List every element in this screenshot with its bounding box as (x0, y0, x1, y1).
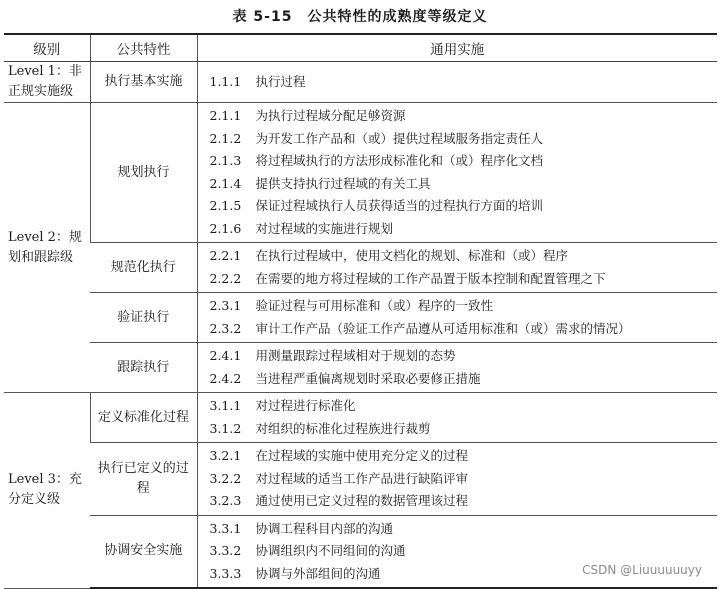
practice-id: 2.1.5 (209, 198, 242, 213)
practice-text: 在执行过程域中，使用文档化的规划、标准和（或）程序 (255, 248, 569, 263)
practice-id: 2.1.1 (209, 108, 242, 123)
practice-text: 提供支持执行过程域的有关工具 (255, 175, 431, 191)
practices-cell (197, 515, 717, 588)
practice-item (210, 173, 710, 196)
header-level: 级别 (4, 34, 90, 62)
table-row (4, 393, 717, 443)
practice-text: 验证过程与可用标准和（或）程序的一致性 (255, 298, 494, 313)
practice-id: 2.4.1 (209, 348, 242, 363)
practice-item (210, 540, 710, 563)
practice-text: 将过程域执行的方法形成标准化和（或）程序化文档 (255, 153, 544, 168)
practice-item (210, 318, 710, 341)
practice-id: 2.2.2 (209, 270, 242, 286)
practice-item (210, 490, 710, 513)
practice-text: 执行过程 (255, 73, 306, 89)
practices-cell (197, 103, 717, 243)
practice-id: 1.1.1 (209, 73, 242, 89)
table-row (4, 103, 717, 243)
practice-text: 协调组织内不同组间的沟通 (255, 543, 406, 558)
practice-text: 当进程严重偏离规划时采取必要修正措施 (255, 370, 481, 386)
practice-text: 对组织的标准化过程族进行裁剪 (255, 420, 431, 436)
practice-text: 对过程域的适当工作产品进行缺陷评审 (255, 470, 469, 486)
practice-text: 为执行过程域分配足够资源 (255, 108, 406, 123)
practice-item (210, 295, 710, 318)
practices-cell (197, 62, 717, 103)
practice-item (210, 345, 710, 368)
practice-id: 3.2.3 (209, 493, 242, 508)
practice-item (210, 128, 710, 151)
practice-text: 对过程进行标准化 (255, 398, 356, 413)
practice-id: 2.4.2 (209, 370, 242, 386)
practices-cell (197, 393, 717, 443)
practice-item (210, 71, 710, 94)
feature-cell: 执行已定义的过程 (90, 443, 197, 516)
practice-id: 3.3.1 (209, 520, 242, 536)
practices-cell (197, 343, 717, 393)
feature-cell: 验证执行 (90, 293, 197, 343)
practice-id: 2.1.6 (209, 220, 242, 236)
practice-text: 协调与外部组间的沟通 (255, 565, 381, 581)
practice-item (210, 368, 710, 391)
practice-item (210, 418, 710, 441)
practice-id: 2.3.2 (209, 320, 242, 336)
table-row (4, 443, 717, 516)
practice-id: 2.2.1 (209, 248, 242, 263)
practice-item (210, 445, 710, 468)
practice-id: 3.1.2 (209, 420, 242, 436)
practice-id: 2.1.3 (209, 153, 242, 168)
practice-text: 用测量跟踪过程域相对于规划的态势 (255, 348, 456, 363)
practice-item (210, 245, 710, 268)
practice-text: 协调工程科目内部的沟通 (255, 520, 394, 536)
table-row (4, 293, 717, 343)
practice-id: 3.3.3 (209, 565, 242, 581)
practice-item (210, 518, 710, 541)
practice-id: 2.3.1 (209, 298, 242, 313)
table-row (4, 515, 717, 588)
practice-id: 3.2.1 (209, 448, 242, 463)
practices-cell (197, 243, 717, 293)
feature-cell: 规划执行 (90, 103, 197, 243)
header-row (4, 34, 717, 62)
header-common-feature: 公共特性 (90, 34, 197, 62)
feature-cell: 执行基本实施 (90, 62, 197, 103)
practices-cell (197, 443, 717, 516)
practice-text: 在过程域的实施中使用充分定义的过程 (255, 448, 469, 463)
watermark: CSDN @Liuuuuuuyy (582, 563, 702, 577)
table-row (4, 62, 717, 103)
practice-item (210, 150, 710, 173)
practice-text: 保证过程域执行人员获得适当的过程执行方面的培训 (255, 198, 544, 213)
table-row (4, 343, 717, 393)
practice-text: 为开发工作产品和（或）提供过程域服务指定责任人 (255, 130, 544, 146)
feature-cell: 协调安全实施 (90, 515, 197, 588)
table-row (4, 243, 717, 293)
maturity-level-table (4, 33, 717, 589)
level-cell: Level 2：规划和跟踪级 (4, 103, 90, 393)
practice-id: 2.1.4 (209, 175, 242, 191)
practice-item (210, 268, 710, 291)
practice-item (210, 468, 710, 491)
feature-cell: 定义标准化过程 (90, 393, 197, 443)
level-cell: Level 1：非正规实施级 (4, 62, 90, 103)
header-generic-practice: 通用实施 (197, 34, 717, 62)
practice-id: 3.3.2 (209, 543, 242, 558)
practices-cell (197, 293, 717, 343)
feature-cell: 规范化执行 (90, 243, 197, 293)
table-caption: 表 5-15 公共特性的成熟度等级定义 (232, 9, 488, 25)
practice-id: 2.1.2 (209, 130, 242, 146)
practice-item (210, 218, 710, 241)
practice-item (210, 395, 710, 418)
practice-item (210, 195, 710, 218)
practice-text: 通过使用已定义过程的数据管理该过程 (255, 493, 469, 508)
practice-text: 在需要的地方将过程域的工作产品置于版本控制和配置管理之下 (255, 270, 606, 286)
practice-text: 对过程域的实施进行规划 (255, 220, 394, 236)
feature-cell: 跟踪执行 (90, 343, 197, 393)
practice-text: 审计工作产品（验证工作产品遵从可适用标准和（或）需求的情况） (255, 320, 631, 336)
practice-id: 3.2.2 (209, 470, 242, 486)
level-cell: Level 3：充分定义级 (4, 393, 90, 589)
practice-item (210, 105, 710, 128)
practice-id: 3.1.1 (209, 398, 242, 413)
